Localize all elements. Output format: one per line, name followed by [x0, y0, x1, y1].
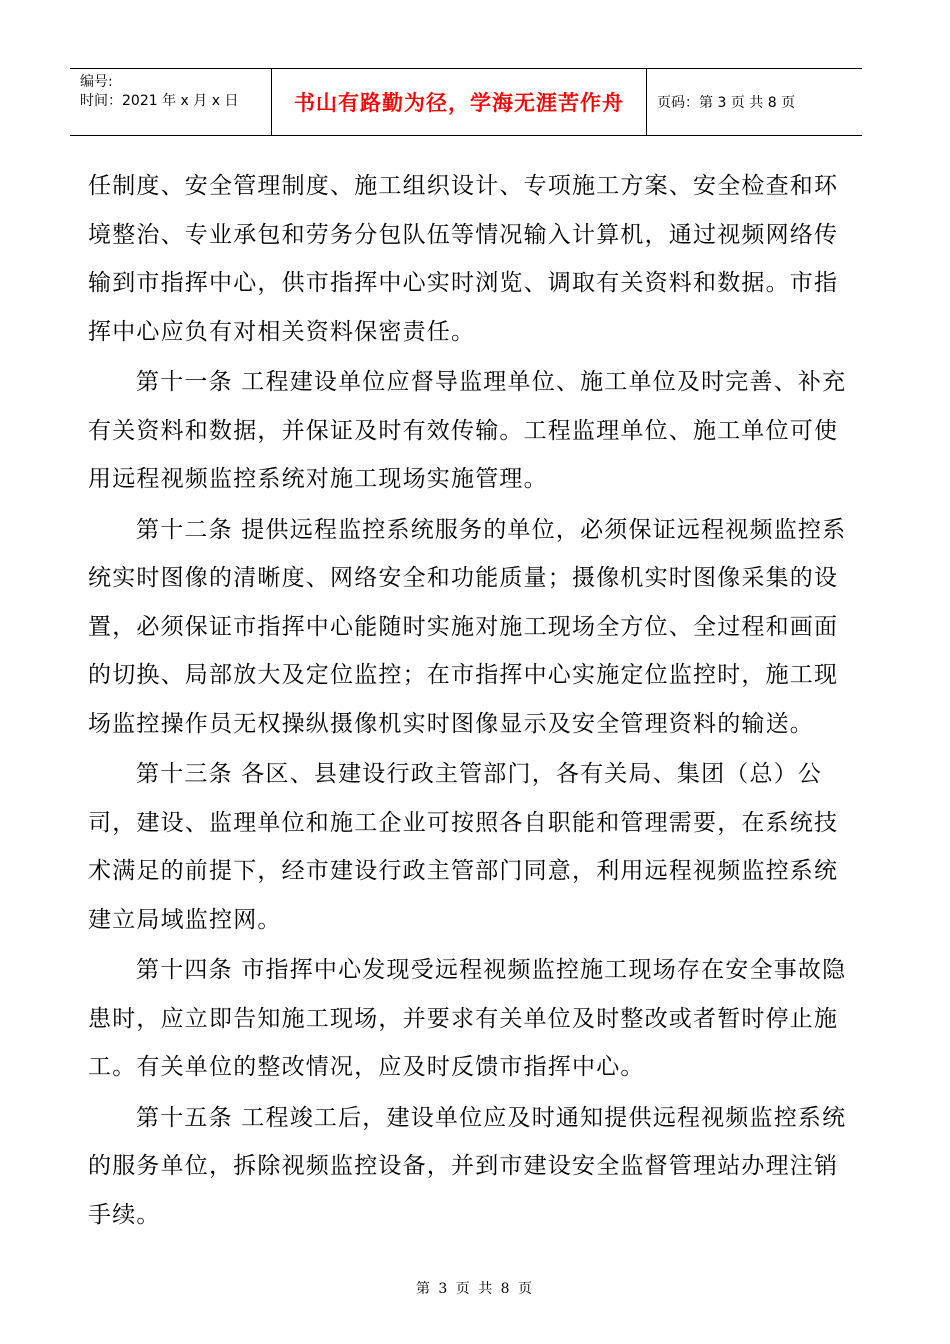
- article-14: 第十四条 市指挥中心发现受远程视频监控施工现场存在安全事故隐患时，应立即告知施工现场，并要求有关单位及时整改或者暂时停止施工。有关单位的整改情况，应及时反馈市指挥中心。: [88, 957, 847, 1080]
- header-page-info: 页码：第 3 页 共 8 页: [657, 95, 796, 111]
- paragraph-continued: 任制度、安全管理制度、施工组织设计、专项施工方案、安全检查和环境整治、专业承包和劳务分包队伍等情况输入计算机，通过视频网络传输到市指挥中心，供市指挥中心实时浏览、调取有关资料和数据。市指挥中心应负有对相关资料保密责任。: [88, 173, 839, 345]
- document-body: [88, 162, 848, 1241]
- header-meta: [70, 69, 272, 135]
- document-number-label: 编号:: [80, 74, 113, 90]
- document-time-label: 时间：2021 年 x 月 x 日: [80, 93, 239, 109]
- page-footer: 第 3 页 共 8 页: [415, 1281, 535, 1297]
- article-15: 第十五条 工程竣工后，建设单位应及时通知提供远程视频监控系统的服务单位，拆除视频监控设备，并到市建设安全监督管理站办理注销手续。: [88, 1104, 847, 1228]
- article-12: 第十二条 提供远程监控系统服务的单位，必须保证远程视频监控系统实时图像的清晰度、网络安全和功能质量；摄像机实时图像采集的设置，必须保证市指挥中心能随时实施对施工现场全方位、全过程和画面的切换、局部放大及定位监控；在市指挥中心实施定位监控时，施工现场监控操作员无权操纵摄像机实时图像显示及安全管理资料的输送。: [88, 516, 847, 737]
- page-header: [70, 68, 862, 136]
- article-13: 第十三条 各区、县建设行政主管部门，各有关局、集团（总）公司，建设、监理单位和施工企业可按照各自职能和管理需要，在系统技术满足的前提下，经市建设行政主管部门同意，利用远程视频监控系统建立局域监控网。: [88, 761, 839, 933]
- header-motto: 书山有路勤为径，学海无涯苦作舟: [272, 69, 647, 135]
- article-11: 第十一条 工程建设单位应督导监理单位、施工单位及时完善、补充有关资料和数据，并保证及时有效传输。工程监理单位、施工单位可使用远程视频监控系统对施工现场实施管理。: [88, 369, 847, 492]
